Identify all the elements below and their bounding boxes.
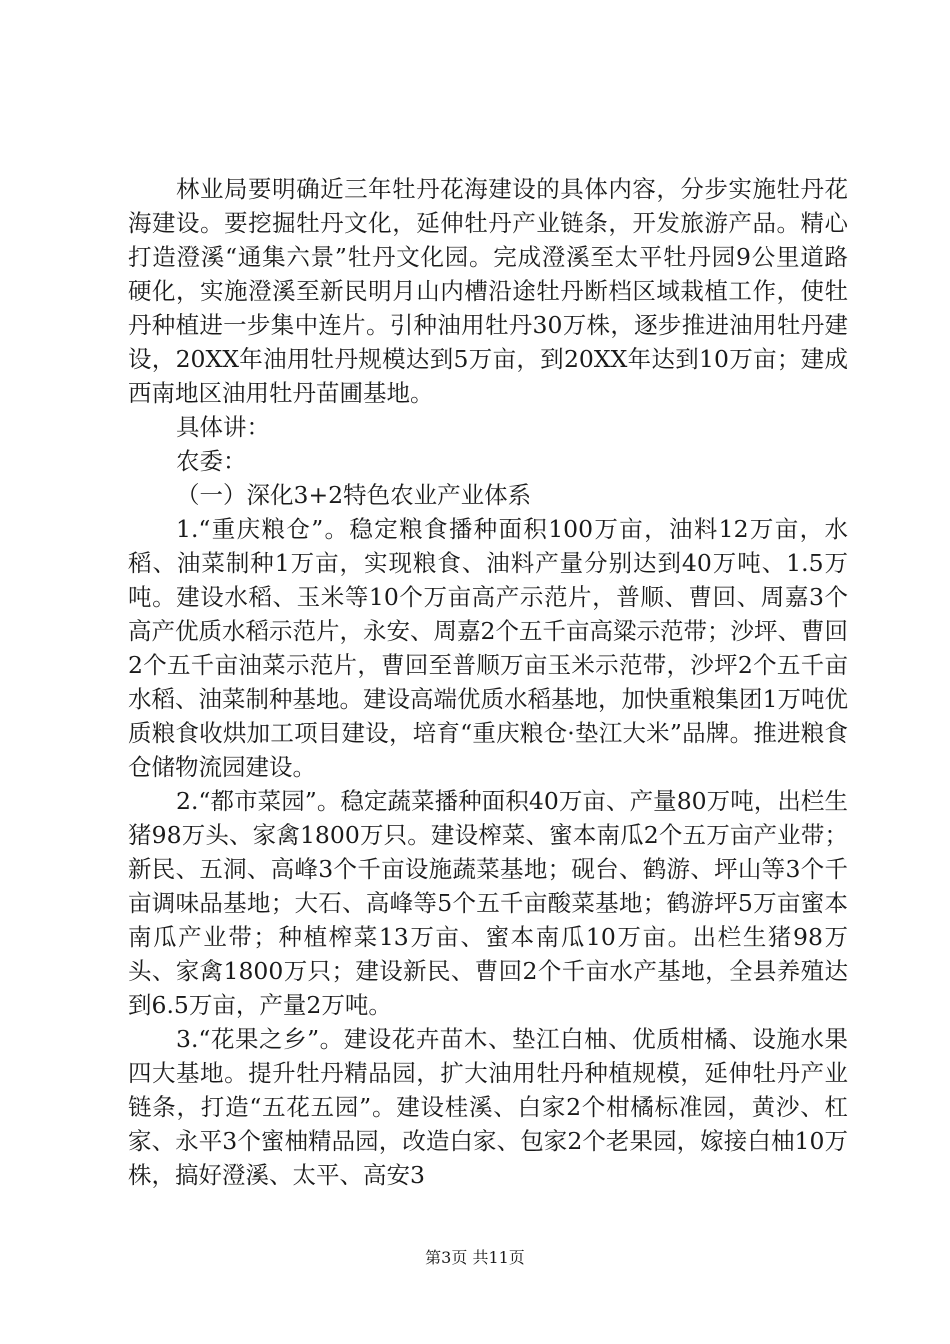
paragraph-granary: 1.“重庆粮仓”。稳定粮食播种面积100万亩，油料12万亩，水稻、油菜制种1万亩，实现粮食、油料产量分别达到40万吨、1.5万吨。建设水稻、玉米等10个万亩高产示范片，普顺、曹回、周嘉3个高产优质水稻示范片，永安、周嘉2个五千亩高粱示范带；沙坪、曹回2个五千亩油菜示范片，曹回至普顺万亩玉米示范带，沙坪2个五千亩水稻、油菜制种基地。建设高端优质水稻基地，加快重粮集团1万吨优质粮食收烘加工项目建设，培育“重庆粮仓·垫江大米”品牌。推进粮食仓储物流园建设。 [128, 515, 848, 781]
document-body [128, 172, 848, 1192]
section-heading: （一）深化3+2特色农业产业体系 [176, 481, 532, 509]
paragraph-vegetable-garden: 2.“都市菜园”。稳定蔬菜播种面积40万亩、产量80万吨，出栏生猪98万头、家禽1800万只。建设榨菜、蜜本南瓜2个五万亩产业带；新民、五洞、高峰3个千亩设施蔬菜基地；砚台、鹤游、坪山等3个千亩调味品基地；大石、高峰等5个五千亩酸菜基地；鹤游坪5万亩蜜本南瓜产业带；种植榨菜13万亩、蜜本南瓜10万亩。出栏生猪98万头、家禽1800万只；建设新民、曹回2个千亩水产基地，全县养殖达到6.5万亩，产量2万吨。 [128, 787, 848, 1019]
page-footer: 第3页 共11页 [425, 1248, 525, 1267]
paragraph-agri-committee: 农委： [176, 447, 247, 475]
paragraph-flower-fruit: 3.“花果之乡”。建设花卉苗木、垫江白柚、优质柑橘、设施水果四大基地。提升牡丹精品园，扩大油用牡丹种植规模，延伸牡丹产业链条，打造“五花五园”。建设桂溪、白家2个柑橘标准园，黄沙、杠家、永平3个蜜柚精品园，改造白家、包家2个老果园，嫁接白柚10万株，搞好澄溪、太平、高安3 [128, 1025, 848, 1189]
paragraph-forestry: 林业局要明确近三年牡丹花海建设的具体内容，分步实施牡丹花海建设。要挖掘牡丹文化，延伸牡丹产业链条，开发旅游产品。精心打造澄溪“通集六景”牡丹文化园。完成澄溪至太平牡丹园9公里道路硬化，实施澄溪至新民明月山内槽沿途牡丹断档区域栽植工作，使牡丹种植进一步集中连片。引种油用牡丹30万株，逐步推进油用牡丹建设，20XX年油用牡丹规模达到5万亩，到20XX年达到10万亩；建成西南地区油用牡丹苗圃基地。 [128, 175, 848, 407]
paragraph-specifics: 具体讲： [176, 413, 270, 441]
